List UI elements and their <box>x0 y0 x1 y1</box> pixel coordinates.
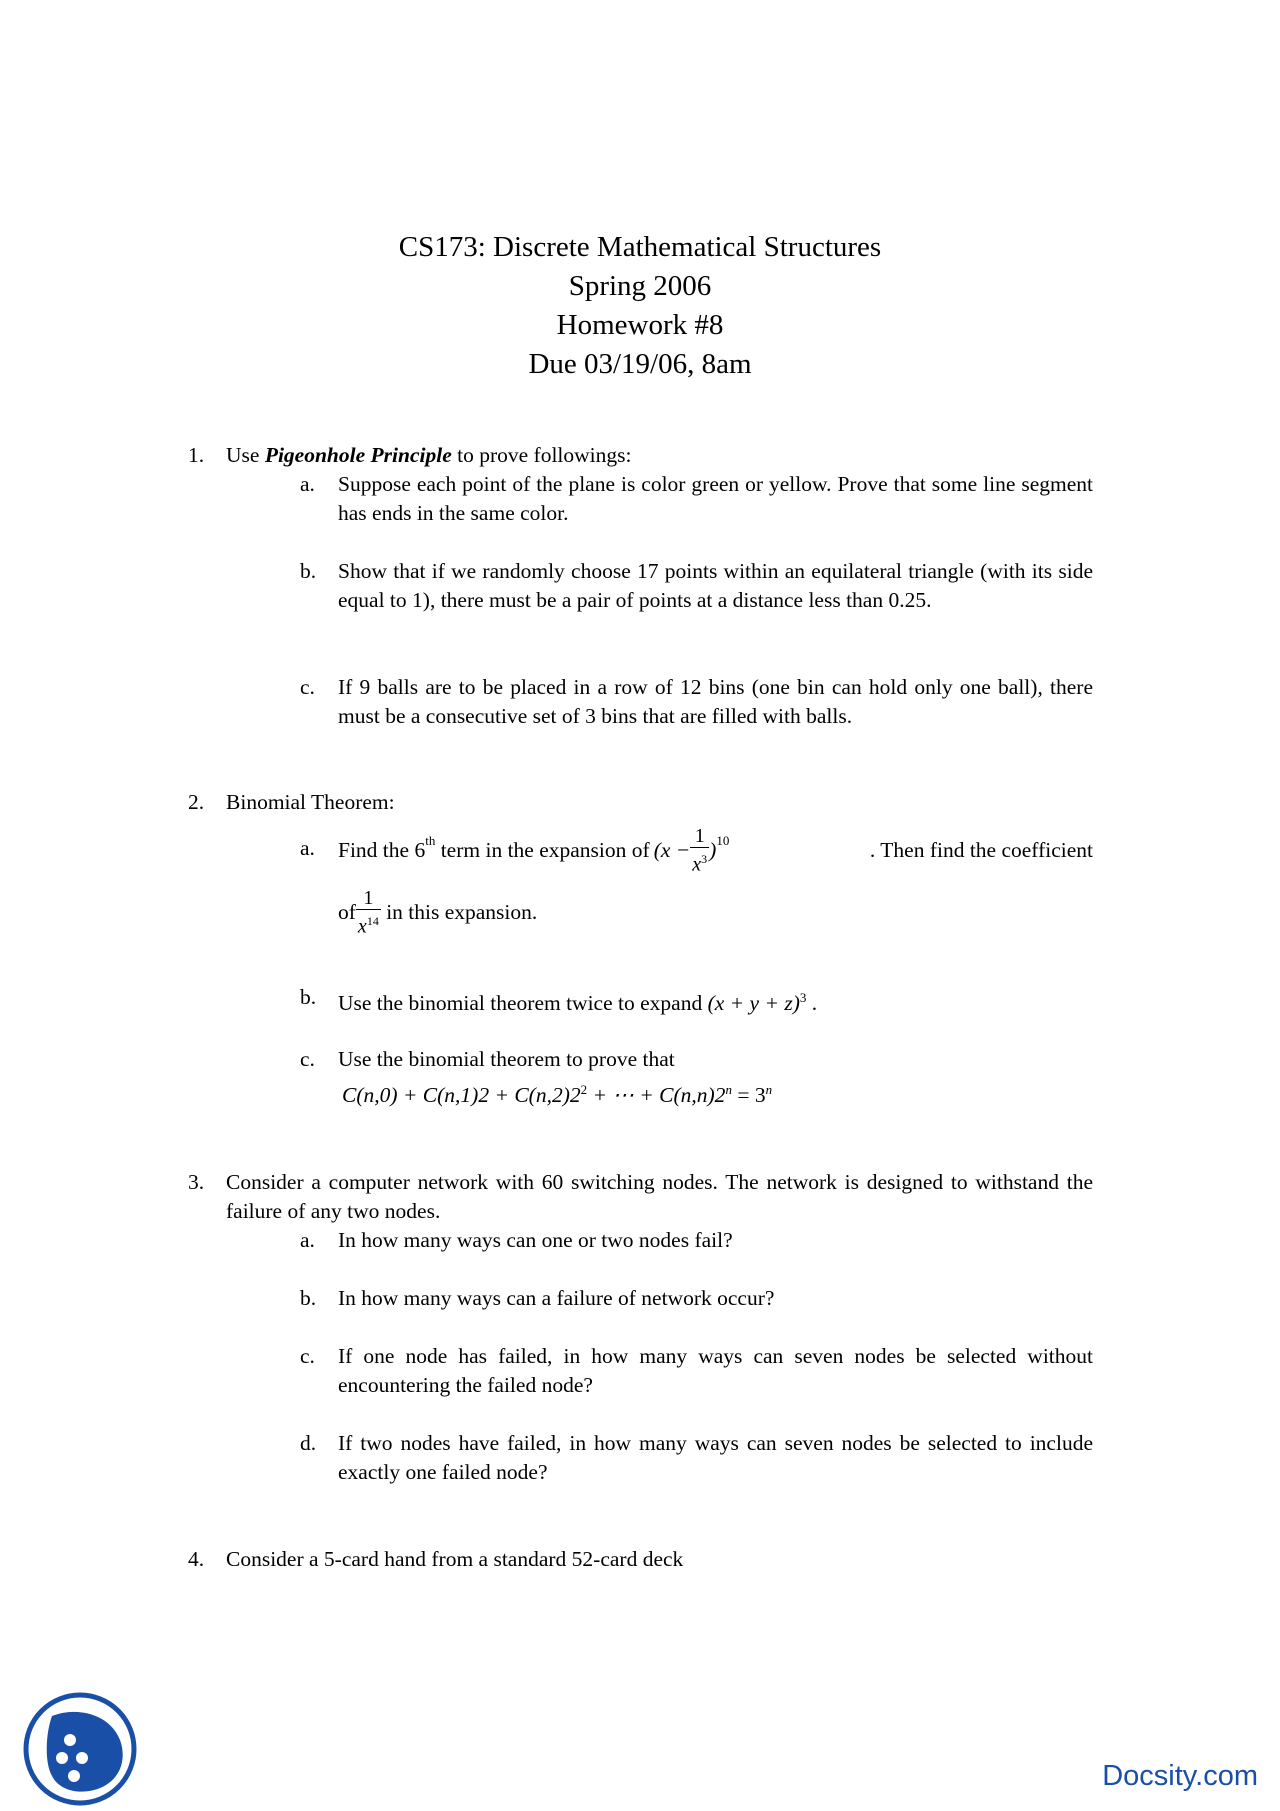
item-text: Suppose each point of the plane is color green or yellow. Prove that some line segment has ends in the same color. <box>338 472 1093 525</box>
item-letter: a. <box>300 836 315 860</box>
math-expression: ) <box>709 837 717 862</box>
question-2a <box>300 820 1093 880</box>
item-letter: a. <box>300 472 315 496</box>
fraction-numerator: 1 <box>690 825 709 848</box>
question-3-text: Consider a computer network with 60 switching nodes. The network is designed to withstand the failure of any two nodes. <box>226 1170 1093 1223</box>
superscript: n <box>725 1082 732 1097</box>
denominator-exponent: 3 <box>701 851 708 866</box>
item-letter: c. <box>300 675 315 699</box>
document-header <box>0 228 1280 384</box>
item-letter: b. <box>300 559 317 583</box>
item-text: Use the binomial theorem to prove that <box>338 1047 675 1071</box>
item-text: term in the expansion of <box>435 837 650 862</box>
fraction-denominator <box>356 910 381 938</box>
item-text: If 9 balls are to be placed in a row of 12 bins (one bin can hold only one ball), there must be a consecutive set of 3 bins that are filled with balls. <box>338 675 1093 728</box>
fraction-numerator: 1 <box>356 887 381 910</box>
denominator-exponent: 14 <box>366 913 379 928</box>
question-1b <box>300 557 1093 644</box>
question-number: 3. <box>188 1170 205 1194</box>
question-number: 2. <box>188 790 205 814</box>
question-1a <box>300 470 1093 528</box>
question-1 <box>188 441 632 470</box>
item-text: in this expansion. <box>380 899 538 924</box>
denominator-base: x <box>692 853 702 876</box>
question-1c <box>300 673 1093 731</box>
denominator-base: x <box>357 915 367 938</box>
question-1-pre: Use <box>226 443 265 467</box>
question-2b <box>300 983 1093 1016</box>
item-text: . <box>806 991 818 1016</box>
item-text: Use the binomial theorem twice to expand <box>338 991 703 1016</box>
question-4-text: Consider a 5-card hand from a standard 52-card deck <box>226 1547 684 1571</box>
question-3d <box>300 1429 1093 1487</box>
question-number: 4. <box>188 1547 205 1571</box>
fraction <box>690 825 709 876</box>
superscript: 10 <box>716 833 730 848</box>
fraction-denominator <box>690 848 709 876</box>
item-letter: b. <box>300 1286 317 1310</box>
due-date: Due 03/19/06, 8am <box>528 348 752 380</box>
item-letter: d. <box>300 1431 317 1455</box>
item-letter: c. <box>300 1047 315 1071</box>
question-4 <box>188 1545 684 1574</box>
item-text: Show that if we randomly choose 17 points within an equilateral triangle (with its side equal to 1), there must be a pair of points at a distance less than 0.25. <box>338 559 1093 612</box>
item-text: If one node has failed, in how many ways can seven nodes be selected without encountering the failed node? <box>338 1344 1093 1397</box>
formula-part: = 3 <box>731 1083 766 1108</box>
term: Spring 2006 <box>568 270 712 302</box>
item-text: Find the 6 <box>338 837 426 862</box>
question-2c <box>300 1045 1093 1108</box>
formula <box>342 1075 772 1110</box>
question-3 <box>188 1168 1093 1223</box>
math-expression: (x + y + z) <box>707 991 800 1016</box>
question-1-emphasis: Pigeonhole Principle <box>264 443 452 467</box>
question-2 <box>188 788 395 817</box>
item-text: of <box>338 899 356 924</box>
item-letter: c. <box>300 1344 315 1368</box>
item-text: In how many ways can one or two nodes fail? <box>338 1228 733 1252</box>
superscript: 2 <box>580 1082 588 1097</box>
superscript: th <box>425 833 436 848</box>
math-expression: (x − <box>653 837 691 862</box>
item-text: . Then find the coefficient <box>869 837 1093 862</box>
formula-part: + ⋯ + C(n,n)2 <box>587 1083 726 1108</box>
question-2-title: Binomial Theorem: <box>226 790 395 814</box>
superscript: 3 <box>799 990 807 1005</box>
question-3b <box>300 1284 1093 1313</box>
item-text: If two nodes have failed, in how many ways can seven nodes be selected to include exactly one failed node? <box>338 1431 1093 1484</box>
question-3c <box>300 1342 1093 1400</box>
item-text: In how many ways can a failure of network occur? <box>338 1286 775 1310</box>
docsity-logo-icon[interactable] <box>22 1692 138 1806</box>
docsity-brand-link[interactable]: Docsity.com <box>1102 1760 1258 1792</box>
question-number: 1. <box>188 443 205 467</box>
course-title: CS173: Discrete Mathematical Structures <box>398 231 882 263</box>
item-letter: a. <box>300 1228 315 1252</box>
question-3a <box>300 1226 1093 1255</box>
homework-title: Homework #8 <box>556 309 724 341</box>
superscript: n <box>765 1082 773 1097</box>
item-letter: b. <box>300 985 317 1009</box>
fraction <box>356 887 381 938</box>
formula-part: C(n,0) + C(n,1)2 + C(n,2)2 <box>342 1083 581 1108</box>
question-2a-continued <box>300 882 1093 942</box>
question-1-post: to prove followings: <box>451 443 632 467</box>
